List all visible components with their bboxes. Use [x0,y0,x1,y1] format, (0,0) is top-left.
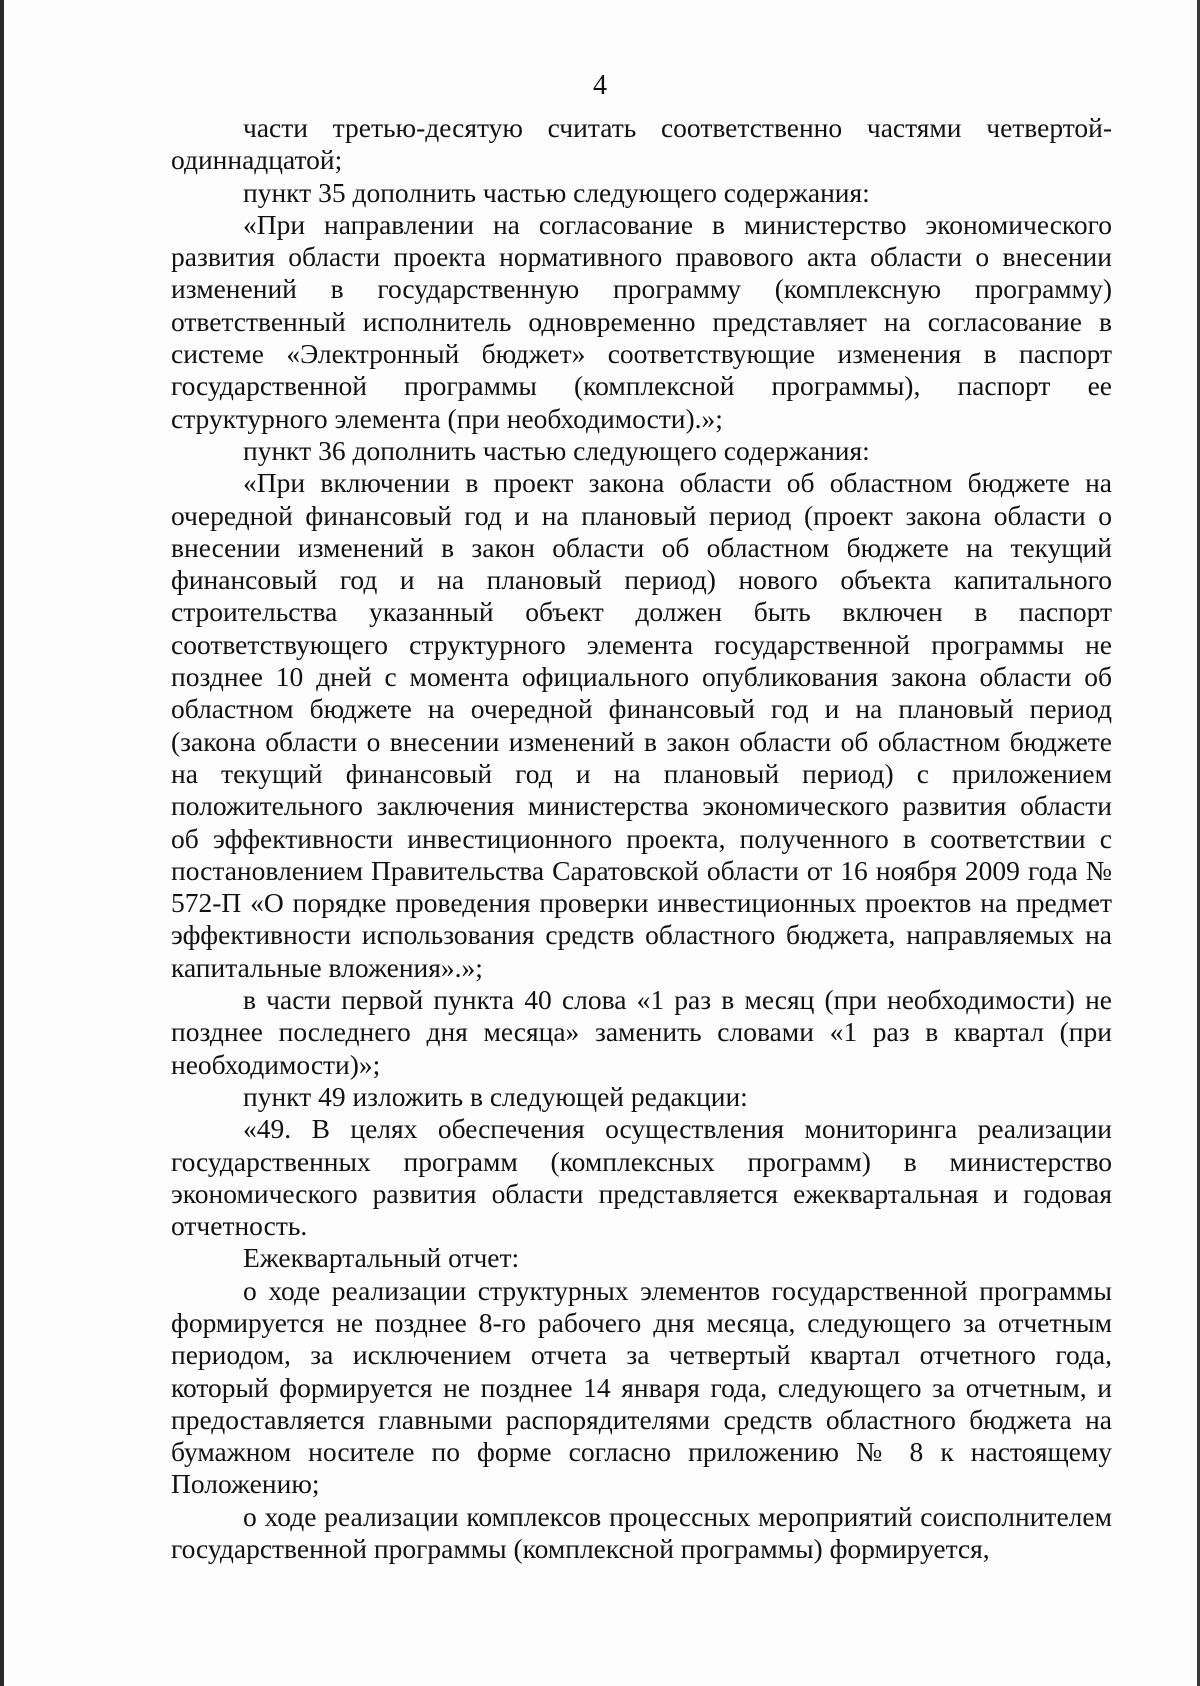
paragraph-10: о ходе реализации структурных элементов государственной программы формируется не позднее 8-го рабочего дня месяца, следующего за отчетным периодом, за исключением отчета за четвертый квартал отчетного года, который формируется не позднее 14 января года, следующего за отчетным, и предоставляется главными распорядителями средств областного бюджета на бумажном носителе по форме согласно приложению № 8 к настоящему Положению; [171,1274,1112,1500]
paragraph-3: «При направлении на согласование в министерство экономического развития области проекта нормативного правового акта области о внесении изменений в государственную программу (комплексную программу) ответственный исполнитель одновременно представляет на согласование в системе «Электронный бюджет» соответствующие изменения в паспорт государственной программы (комплексной программы), паспорт ее структурного элемента (при необходимости).»; [171,208,1112,434]
document-body [171,112,1112,1565]
paragraph-4: пункт 36 дополнить частью следующего содержания: [243,434,870,466]
paragraph-5: «При включении в проект закона области об областном бюджете на очередной финансовый год и на плановый период (проект закона области о внесении изменений в закон области об областном бюджете на текущий финансовый год и на плановый период) нового объекта капитального строительства указанный объект должен быть включен в паспорт соответствующего структурного элемента государственной программы не позднее 10 дней с момента официального опубликования закона области об областном бюджете на очередной финансовый год и на плановый период (закона области о внесении изменений в закон области об областном бюджете на текущий финансовый год и на плановый период) с приложением положительного заключения министерства экономического развития области об эффективности инвестиционного проекта, полученного в соответствии с постановлением Правительства Саратовской области от 16 ноября 2009 года № 572-П «О порядке проведения проверки инвестиционных проектов на предмет эффективности использования средств областного бюджета, направляемых на капитальные вложения».»; [171,467,1112,983]
paragraph-9: Ежеквартальный отчет: [243,1242,520,1274]
page-number: 4 [593,70,607,101]
paragraph-6: в части первой пункта 40 слова «1 раз в месяц (при необходимости) не позднее последнего дня месяца» заменить словами «1 раз в квартал (при необходимости)»; [171,984,1112,1080]
paragraph-11: о ходе реализации комплексов процессных мероприятий соисполнителем государственной программы (комплексной программы) формируется, [171,1500,1112,1565]
paragraph-7: пункт 49 изложить в следующей редакции: [243,1080,748,1112]
paragraph-1: части третью-десятую считать соответственно частями четвертой-одиннадцатой; [171,112,1112,176]
scan-edge-left [0,0,4,1686]
paragraph-2: пункт 35 дополнить частью следующего содержания: [243,176,870,208]
paragraph-8: «49. В целях обеспечения осуществления мониторинга реализации государственных программ (комплексных программ) в министерство экономического развития области представляется ежеквартальная и годовая отчетность. [171,1113,1112,1242]
